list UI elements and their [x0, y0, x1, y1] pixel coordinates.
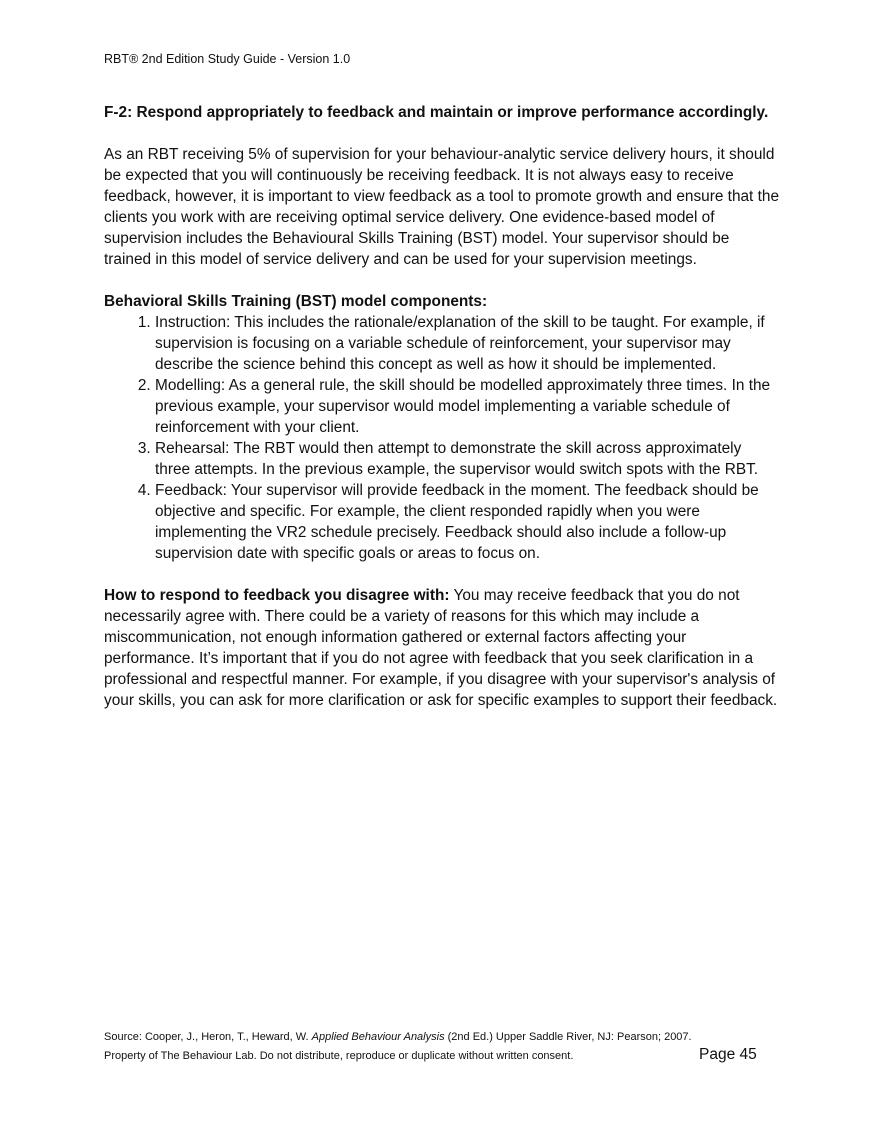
disagree-text: You may receive feedback that you do not necessarily agree with. There could be a variety of reasons for this which may include a miscommunication, not enough information gathered or external factors affecting your performance. It’s important that if you do not agree with feedback that you seek clarification in a professional and respectful manner. For example, if you disagree with your supervisor's analysis of your skills, you can ask for more clarification or ask for specific examples to support their feedback. [104, 587, 778, 709]
disagree-paragraph [104, 585, 780, 711]
source-suffix: (2nd Ed.) Upper Saddle River, NJ: Pearson; 2007. [444, 1031, 692, 1043]
disagree-label: How to respond to feedback you disagree with: [104, 587, 450, 604]
bst-heading: Behavioral Skills Training (BST) model components: [104, 293, 488, 310]
page-content [104, 102, 780, 732]
bst-list [104, 312, 780, 564]
list-item: 2. Modelling: As a general rule, the skill should be modelled approximately three times. In the previous example, your supervisor would model implementing a variable schedule of reinforcement with your client. [155, 375, 780, 438]
running-header: RBT® 2nd Edition Study Guide - Version 1.0 [104, 52, 351, 66]
property-notice: Property of The Behaviour Lab. Do not distribute, reproduce or duplicate without written consent. [104, 1050, 574, 1062]
intro-paragraph: As an RBT receiving 5% of supervision for your behaviour-analytic service delivery hours, it should be expected that you will continuously be receiving feedback. It is not always easy to receive feedback, however, it is important to view feedback as a tool to promote growth and ensure that the clients you work with are receiving optimal service delivery. One evidence-based model of supervision includes the Behavioural Skills Training (BST) model. Your supervisor should be trained in this model of service delivery and can be used for your supervision meetings. [104, 146, 780, 268]
source-citation [104, 1031, 692, 1043]
list-item: 3. Rehearsal: The RBT would then attempt to demonstrate the skill across approximately three attempts. In the previous example, the supervisor would switch spots with the RBT. [155, 438, 780, 480]
source-prefix: Source: Cooper, J., Heron, T., Heward, W. [104, 1031, 312, 1043]
page-number: Page 45 [699, 1046, 757, 1063]
source-title: Applied Behaviour Analysis [311, 1031, 445, 1043]
section-heading: F-2: Respond appropriately to feedback and maintain or improve performance accordingly. [104, 104, 769, 121]
list-item: 1. Instruction: This includes the rationale/explanation of the skill to be taught. For example, if supervision is focusing on a variable schedule of reinforcement, your supervisor may describe the science behind this concept as well as how it should be implemented. [155, 312, 780, 375]
list-item: 4. Feedback: Your supervisor will provide feedback in the moment. The feedback should be objective and specific. For example, the client responded rapidly when you were implementing the VR2 schedule precisely. Feedback should also include a follow-up supervision date with specific goals or areas to focus on. [155, 480, 780, 564]
